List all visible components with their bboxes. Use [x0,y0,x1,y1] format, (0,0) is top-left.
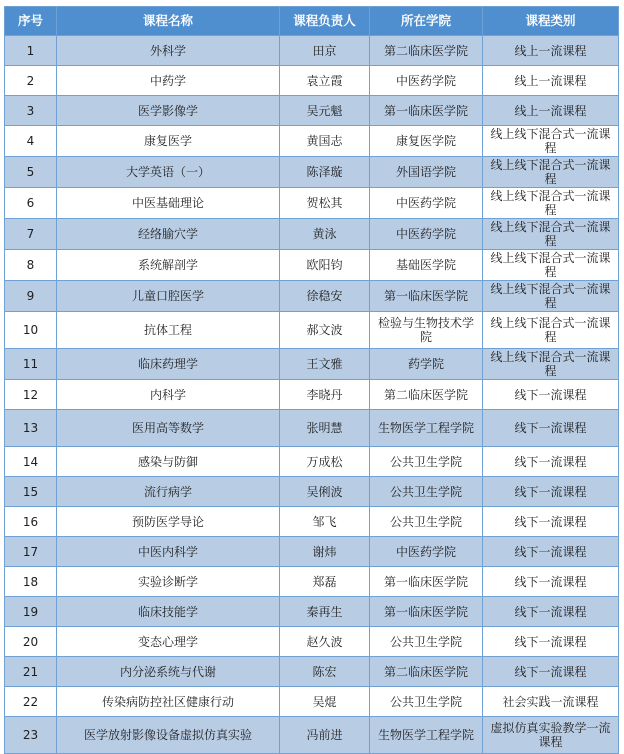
cell-category: 线上一流课程 [483,36,619,66]
cell-no: 19 [5,597,57,627]
cell-leader: 谢炜 [280,537,370,567]
table-row [5,687,619,717]
cell-no: 9 [5,281,57,312]
cell-college: 第二临床医学院 [370,380,483,410]
cell-course-name: 中医基础理论 [57,188,280,219]
cell-category: 线下一流课程 [483,410,619,447]
cell-no: 20 [5,627,57,657]
cell-course-name: 预防医学导论 [57,507,280,537]
cell-category: 线上线下混合式一流课程 [483,349,619,380]
table-row [5,380,619,410]
cell-category: 线上一流课程 [483,66,619,96]
course-table [4,6,619,754]
header-row [5,7,619,36]
cell-college: 中医药学院 [370,219,483,250]
cell-category: 线上线下混合式一流课程 [483,281,619,312]
table-row [5,447,619,477]
header-leader: 课程负责人 [280,7,370,36]
cell-no: 12 [5,380,57,410]
header-college: 所在学院 [370,7,483,36]
cell-no: 7 [5,219,57,250]
table-row [5,250,619,281]
cell-college: 检验与生物技术学院 [370,312,483,349]
cell-no: 4 [5,126,57,157]
table-row [5,66,619,96]
cell-leader: 袁立霞 [280,66,370,96]
table-row [5,627,619,657]
cell-category: 线上线下混合式一流课程 [483,250,619,281]
table-row [5,157,619,188]
cell-course-name: 传染病防控社区健康行动 [57,687,280,717]
cell-no: 16 [5,507,57,537]
cell-leader: 赵久波 [280,627,370,657]
cell-college: 生物医学工程学院 [370,717,483,754]
cell-leader: 贺松其 [280,188,370,219]
table-row [5,312,619,349]
cell-no: 8 [5,250,57,281]
header-no: 序号 [5,7,57,36]
cell-course-name: 医用高等数学 [57,410,280,447]
table-row [5,126,619,157]
cell-course-name: 变态心理学 [57,627,280,657]
cell-course-name: 内科学 [57,380,280,410]
cell-college: 第一临床医学院 [370,567,483,597]
cell-leader: 欧阳钧 [280,250,370,281]
cell-course-name: 感染与防御 [57,447,280,477]
cell-college: 外国语学院 [370,157,483,188]
cell-college: 第一临床医学院 [370,96,483,126]
cell-college: 生物医学工程学院 [370,410,483,447]
cell-course-name: 流行病学 [57,477,280,507]
cell-no: 11 [5,349,57,380]
cell-category: 虚拟仿真实验教学一流课程 [483,717,619,754]
cell-no: 10 [5,312,57,349]
cell-course-name: 实验诊断学 [57,567,280,597]
cell-course-name: 临床药理学 [57,349,280,380]
cell-college: 公共卫生学院 [370,447,483,477]
cell-leader: 秦再生 [280,597,370,627]
cell-course-name: 临床技能学 [57,597,280,627]
cell-leader: 吴焜 [280,687,370,717]
cell-leader: 冯前进 [280,717,370,754]
cell-no: 3 [5,96,57,126]
cell-no: 14 [5,447,57,477]
cell-leader: 陈宏 [280,657,370,687]
cell-course-name: 内分泌系统与代谢 [57,657,280,687]
cell-leader: 万成松 [280,447,370,477]
cell-leader: 郝文波 [280,312,370,349]
cell-leader: 张明慧 [280,410,370,447]
cell-category: 线下一流课程 [483,537,619,567]
cell-no: 15 [5,477,57,507]
cell-course-name: 经络腧穴学 [57,219,280,250]
cell-college: 第二临床医学院 [370,657,483,687]
cell-college: 公共卫生学院 [370,627,483,657]
cell-course-name: 儿童口腔医学 [57,281,280,312]
cell-college: 中医药学院 [370,66,483,96]
cell-course-name: 医学放射影像设备虚拟仿真实验 [57,717,280,754]
cell-college: 中医药学院 [370,188,483,219]
cell-category: 线下一流课程 [483,507,619,537]
cell-course-name: 医学影像学 [57,96,280,126]
cell-leader: 邹飞 [280,507,370,537]
cell-leader: 陈泽璇 [280,157,370,188]
cell-leader: 田京 [280,36,370,66]
cell-leader: 黄泳 [280,219,370,250]
cell-course-name: 康复医学 [57,126,280,157]
cell-no: 13 [5,410,57,447]
table-row [5,188,619,219]
cell-category: 线上线下混合式一流课程 [483,188,619,219]
table-row [5,597,619,627]
cell-category: 线下一流课程 [483,447,619,477]
cell-leader: 黄国志 [280,126,370,157]
cell-course-name: 大学英语（一） [57,157,280,188]
cell-leader: 王文雅 [280,349,370,380]
cell-category: 线下一流课程 [483,597,619,627]
course-table-container [4,6,618,754]
table-row [5,96,619,126]
cell-college: 康复医学院 [370,126,483,157]
cell-category: 线上线下混合式一流课程 [483,126,619,157]
cell-category: 线下一流课程 [483,567,619,597]
cell-no: 17 [5,537,57,567]
cell-college: 第一临床医学院 [370,597,483,627]
cell-category: 线上线下混合式一流课程 [483,312,619,349]
cell-no: 1 [5,36,57,66]
cell-course-name: 中药学 [57,66,280,96]
table-row [5,281,619,312]
cell-no: 23 [5,717,57,754]
table-row [5,349,619,380]
cell-college: 公共卫生学院 [370,687,483,717]
cell-college: 公共卫生学院 [370,477,483,507]
cell-no: 6 [5,188,57,219]
table-row [5,717,619,754]
table-row [5,410,619,447]
table-row [5,567,619,597]
cell-category: 线下一流课程 [483,657,619,687]
header-course-name: 课程名称 [57,7,280,36]
cell-leader: 吴元魁 [280,96,370,126]
cell-college: 中医药学院 [370,537,483,567]
table-row [5,657,619,687]
cell-course-name: 外科学 [57,36,280,66]
table-row [5,219,619,250]
cell-category: 线下一流课程 [483,627,619,657]
cell-category: 线下一流课程 [483,380,619,410]
cell-no: 21 [5,657,57,687]
cell-no: 2 [5,66,57,96]
cell-leader: 郑磊 [280,567,370,597]
cell-category: 线上线下混合式一流课程 [483,157,619,188]
cell-category: 线下一流课程 [483,477,619,507]
cell-college: 第二临床医学院 [370,36,483,66]
cell-leader: 李晓丹 [280,380,370,410]
cell-category: 线上一流课程 [483,96,619,126]
table-row [5,477,619,507]
table-row [5,36,619,66]
cell-course-name: 中医内科学 [57,537,280,567]
table-row [5,537,619,567]
table-row [5,507,619,537]
cell-college: 公共卫生学院 [370,507,483,537]
cell-leader: 吴俐波 [280,477,370,507]
cell-course-name: 抗体工程 [57,312,280,349]
cell-college: 药学院 [370,349,483,380]
cell-college: 基础医学院 [370,250,483,281]
cell-category: 线上线下混合式一流课程 [483,219,619,250]
cell-category: 社会实践一流课程 [483,687,619,717]
cell-no: 22 [5,687,57,717]
header-category: 课程类别 [483,7,619,36]
cell-no: 18 [5,567,57,597]
table-body [5,36,619,754]
cell-college: 第一临床医学院 [370,281,483,312]
cell-no: 5 [5,157,57,188]
cell-course-name: 系统解剖学 [57,250,280,281]
cell-leader: 徐稳安 [280,281,370,312]
table-header [5,7,619,36]
